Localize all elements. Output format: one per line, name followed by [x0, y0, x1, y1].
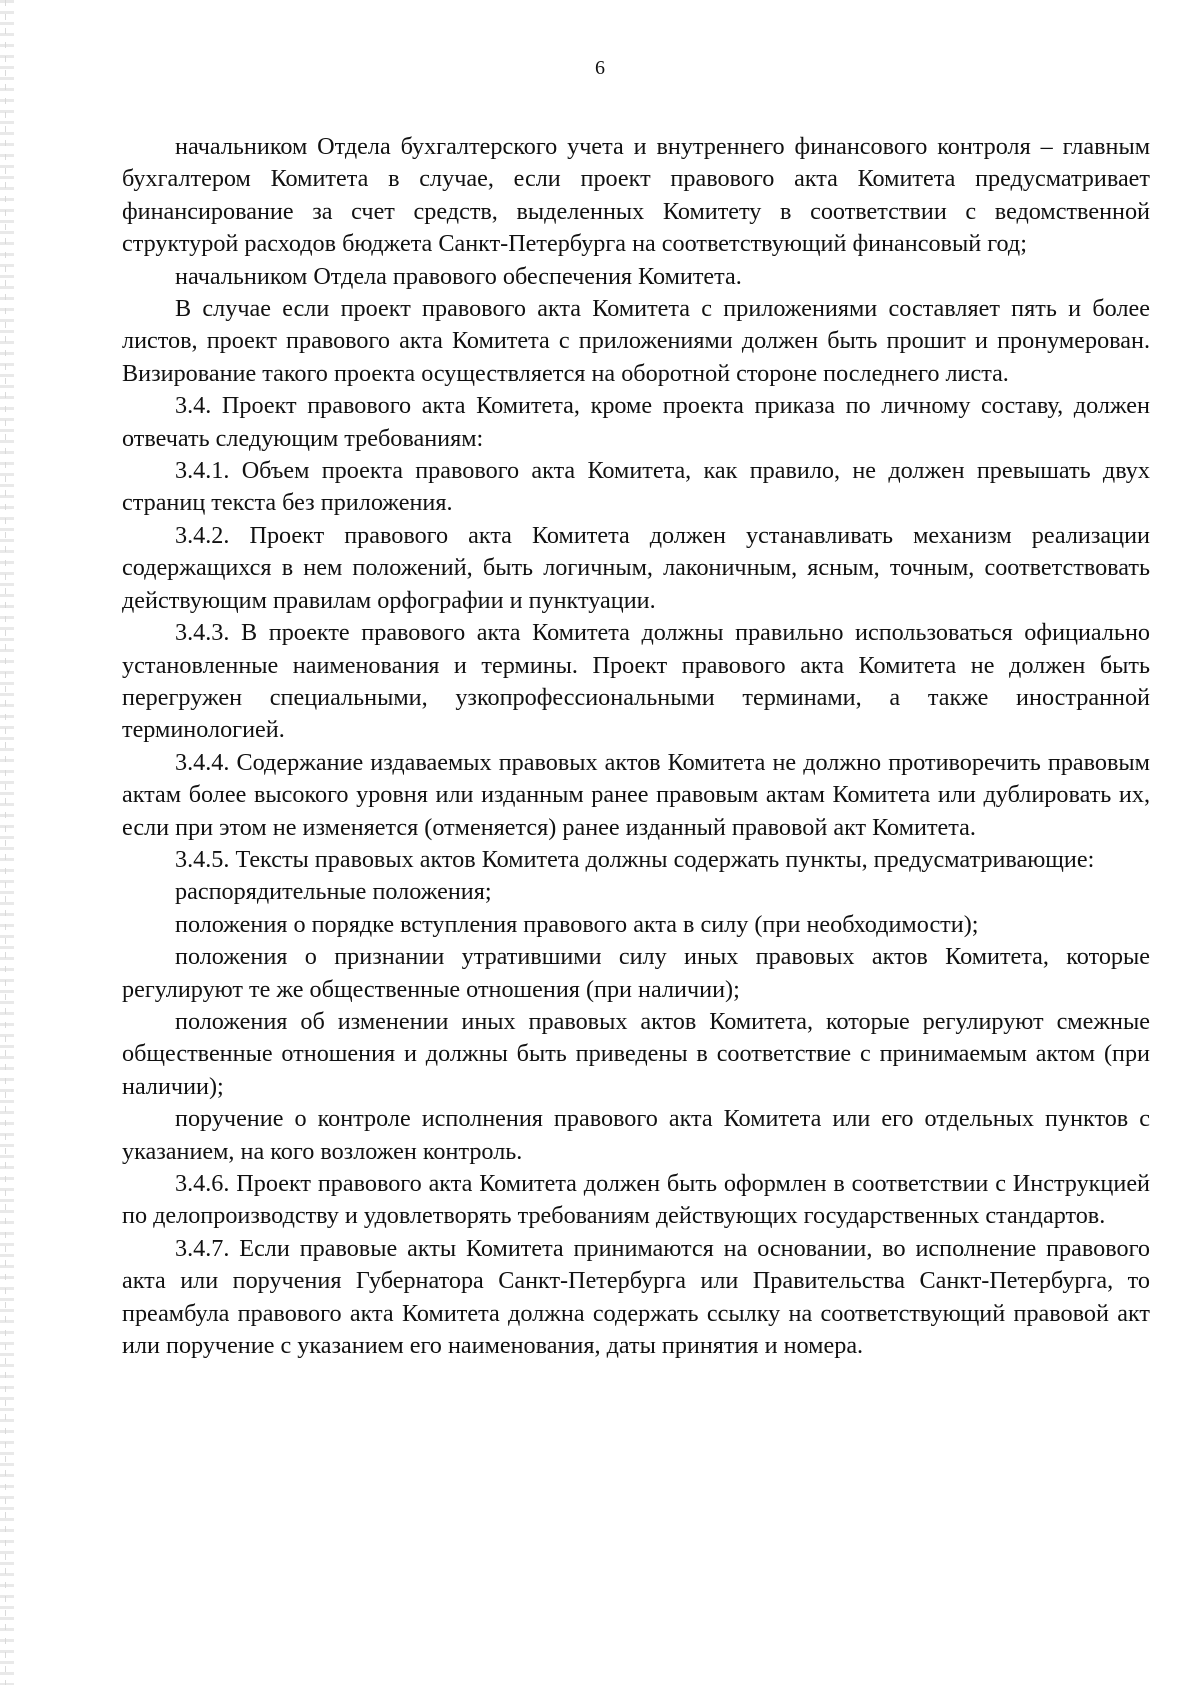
- scan-binding-edge: [0, 0, 14, 1685]
- list-item-entry-into-force: положения о порядке вступления правового акта в силу (при необходимости);: [175, 910, 979, 938]
- document-body: [122, 131, 1150, 1362]
- paragraph-3-4-1: 3.4.1. Объем проекта правового акта Комитета, как правило, не должен превышать двух страниц текста без приложения.: [122, 457, 1150, 517]
- paragraph-stitching-requirement: В случае если проект правового акта Комитета с приложениями составляет пять и более листов, проект правового акта Комитета с приложениями должен быть прошит и пронумерован. Визирование такого проекта осуществляется на оборотной стороне последнего листа.: [122, 295, 1150, 387]
- paragraph-3-4: 3.4. Проект правового акта Комитета, кроме проекта приказа по личному составу, должен отвечать следующим требованиям:: [122, 392, 1150, 452]
- page-number: 6: [595, 57, 605, 79]
- paragraph-3-4-7: 3.4.7. Если правовые акты Комитета принимаются на основании, во исполнение правового акта или поручения Губернатора Санкт-Петербурга или Правительства Санкт-Петербурга, то преамбула правового акта Комитета должна содержать ссылку на соответствующий правовой акт или поручение с указанием его наименования, даты принятия и номера.: [122, 1234, 1150, 1360]
- paragraph-3-4-5: 3.4.5. Тексты правовых актов Комитета должны содержать пункты, предусматривающие:: [175, 845, 1095, 873]
- list-item-amendment-provisions: положения об изменении иных правовых актов Комитета, которые регулируют смежные общественные отношения и должны быть приведены в соответствие с принимаемым актом (при наличии);: [122, 1007, 1150, 1100]
- list-item-repeal-provisions: положения о признании утратившими силу иных правовых актов Комитета, которые регулируют те же общественные отношения (при наличии);: [122, 943, 1150, 1003]
- paragraph-3-4-6: 3.4.6. Проект правового акта Комитета должен быть оформлен в соответствии с Инструкцией по делопроизводству и удовлетворять требованиям действующих государственных стандартов.: [122, 1170, 1150, 1230]
- list-item-administrative-provisions: распорядительные положения;: [175, 878, 492, 906]
- paragraph-chief-accountant-visa: начальником Отдела бухгалтерского учета и внутреннего финансового контроля – главным бухгалтером Комитета в случае, если проект правового акта Комитета предусматривает финансирование за счет средств, выделенных Комитету в соответствии с ведомственной структурой расходов бюджета Санкт-Петербурга на соответствующий финансовый год;: [122, 133, 1150, 258]
- paragraph-3-4-2: 3.4.2. Проект правового акта Комитета должен устанавливать механизм реализации содержащихся в нем положений, быть логичным, лаконичным, ясным, точным, соответствовать действующим правилам орфографии и пунктуации.: [122, 521, 1150, 614]
- paragraph-3-4-4: 3.4.4. Содержание издаваемых правовых актов Комитета не должно противоречить правовым актам более высокого уровня или изданным ранее правовым актам Комитета или дублировать их, если при этом не изменяется (отменяется) ранее изданный правовой акт Комитета.: [122, 748, 1150, 841]
- paragraph-legal-department-visa: начальником Отдела правового обеспечения Комитета.: [175, 262, 742, 290]
- paragraph-3-4-3: 3.4.3. В проекте правового акта Комитета должны правильно использоваться официально установленные наименования и термины. Проект правового акта Комитета не должен быть перегружен специальными, узкопрофессиональными терминами, а также иностранной терминологией.: [122, 619, 1150, 744]
- list-item-control-instruction: поручение о контроле исполнения правового акта Комитета или его отдельных пунктов с указанием, на кого возложен контроль.: [122, 1105, 1150, 1165]
